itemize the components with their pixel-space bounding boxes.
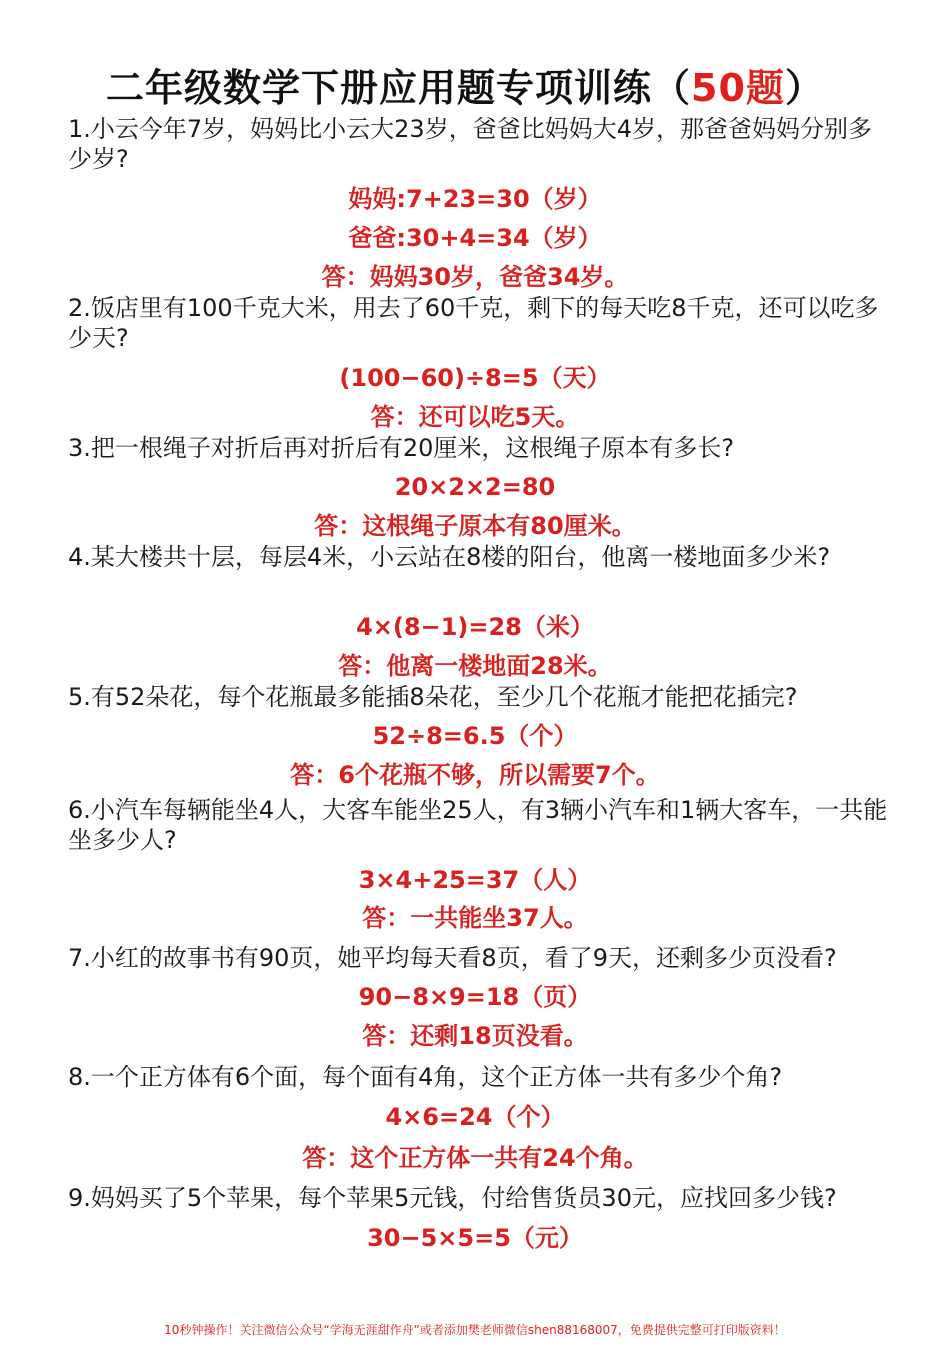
problem-5-line-1: 52÷8=6.5（个） xyxy=(372,722,578,750)
problem-2-answer: 答：还可以吃5天。 xyxy=(370,403,580,431)
problem-6-answer: 答：一共能坐37人。 xyxy=(362,904,588,932)
problem-8-question: 8.一个正方体有6个面，每个面有4角，这个正方体一共有多少个角? xyxy=(68,1063,783,1091)
problem-1-question: 1.小云今年7岁，妈妈比小云大23岁，爸爸比妈妈大4岁，那爸爸妈妈分别多少岁? xyxy=(68,115,872,173)
problem-2-line-1: (100−60)÷8=5（天） xyxy=(339,364,611,392)
problem-1-line-2: 爸爸:30+4=34（岁） xyxy=(348,224,602,252)
problem-5-question: 5.有52朵花，每个花瓶最多能插8朵花，至少几个花瓶才能把花插完? xyxy=(68,683,798,711)
problem-9-line-1: 30−5×5=5（元） xyxy=(367,1224,583,1252)
problem-1-line-1: 妈妈:7+23=30（岁） xyxy=(348,185,602,213)
problem-4-question: 4.某大楼共十层，每层4米，小云站在8楼的阳台，他离一楼地面多少米? xyxy=(68,543,831,571)
problem-1-answer: 答：妈妈30岁，爸爸34岁。 xyxy=(321,263,629,291)
page-title xyxy=(0,62,930,114)
problem-3-answer: 答：这根绳子原本有80厘米。 xyxy=(314,512,636,540)
title-close: ） xyxy=(784,66,824,110)
problem-7-answer: 答：还剩18页没看。 xyxy=(362,1022,588,1050)
problem-8-line-1: 4×6=24（个） xyxy=(385,1103,565,1131)
problem-3-question: 3.把一根绳子对折后再对折后有20厘米，这根绳子原本有多长? xyxy=(68,434,735,462)
problem-4-line-1: 4×(8−1)=28（米） xyxy=(356,613,594,641)
problem-6-line-1: 3×4+25=37（人） xyxy=(358,866,592,894)
problem-3-line-1: 20×2×2=80 xyxy=(394,473,556,501)
title-main: 二年级数学下册应用题专项训练（ xyxy=(106,66,692,110)
problem-2-question: 2.饭店里有100千克大米，用去了60千克，剩下的每天吃8千克，还可以吃多少天? xyxy=(68,294,879,352)
problem-9-question: 9.妈妈买了5个苹果，每个苹果5元钱，付给售货员30元，应找回多少钱? xyxy=(68,1184,837,1212)
problem-6-question: 6.小汽车每辆能坐4人，大客车能坐25人，有3辆小汽车和1辆大客车，一共能坐多少人? xyxy=(68,796,888,854)
title-count: 50题 xyxy=(691,66,785,110)
problem-7-question: 7.小红的故事书有90页，她平均每天看8页，看了9天，还剩多少页没看? xyxy=(68,944,837,972)
problem-4-answer: 答：他离一楼地面28米。 xyxy=(338,652,612,680)
promo-footer: 10秒钟操作！关注微信公众号“学海无涯甜作舟”或者添加樊老师微信shen88168007，免费提供完整可打印版资料！ xyxy=(164,1323,786,1337)
problem-7-line-1: 90−8×9=18（页） xyxy=(358,983,592,1011)
problem-8-answer: 答：这个正方体一共有24个角。 xyxy=(302,1144,648,1172)
problem-5-answer: 答：6个花瓶不够，所以需要7个。 xyxy=(290,761,660,789)
